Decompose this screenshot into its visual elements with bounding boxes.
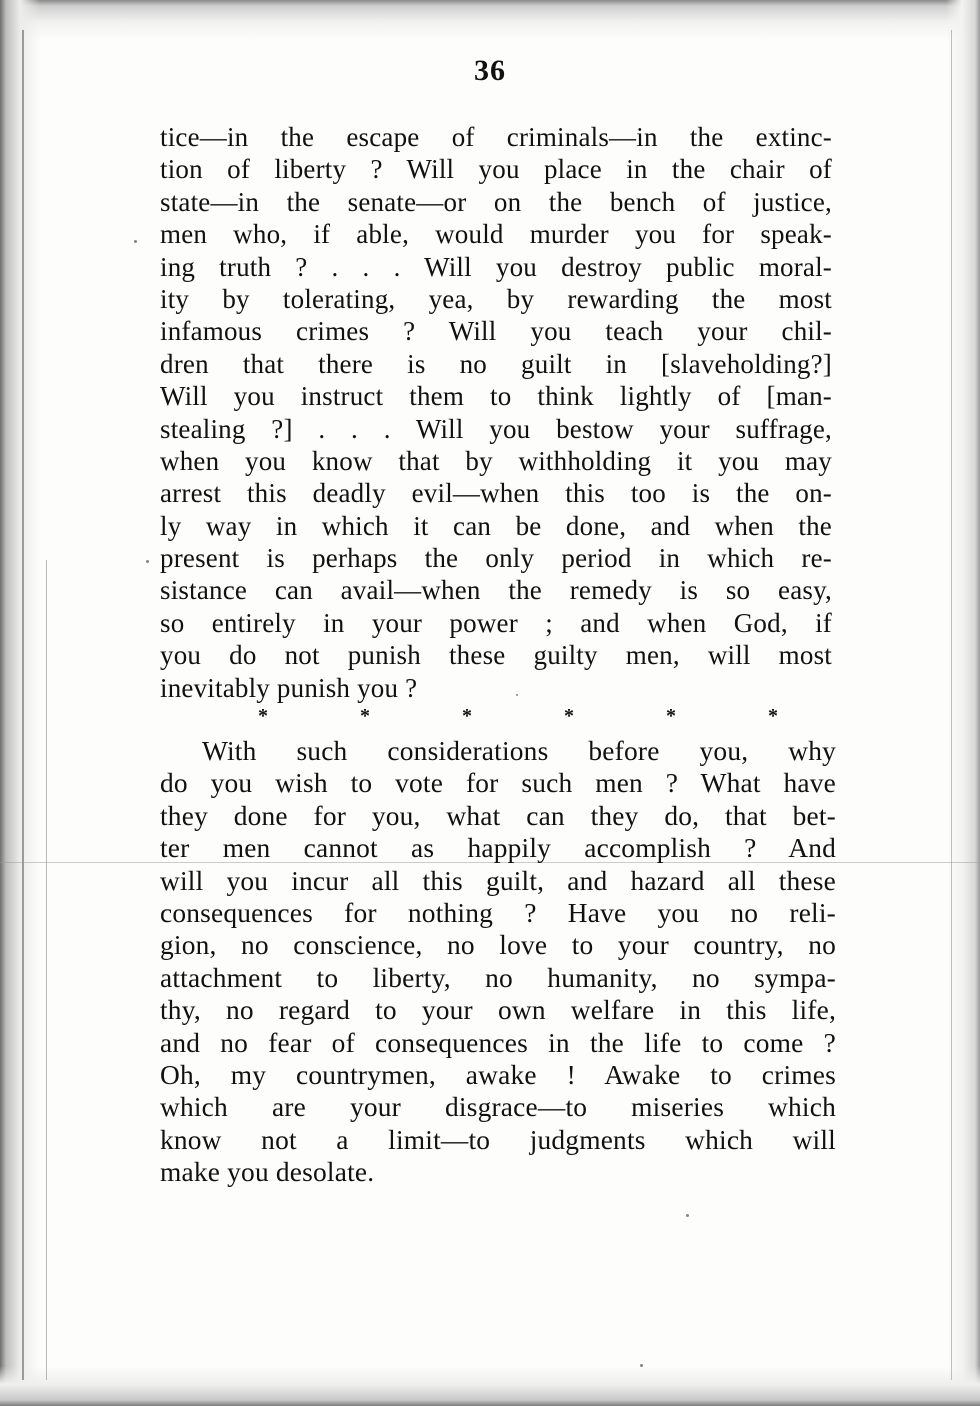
separator-star: * bbox=[666, 705, 676, 727]
text-line: when you know that by withholding it you may bbox=[160, 445, 832, 476]
text-line: they done for you, what can they do, that bet- bbox=[160, 800, 836, 831]
text-line: state—in the senate—or on the bench of justice, bbox=[160, 186, 832, 217]
separator-star: * bbox=[462, 705, 472, 727]
paragraph-continuation bbox=[160, 121, 832, 704]
text-line: gion, no conscience, no love to your country, no bbox=[160, 930, 836, 961]
text-line: know not a limit—to judgments which will bbox=[160, 1124, 836, 1155]
page-edge-top bbox=[0, 0, 980, 40]
page-edge-left bbox=[0, 0, 40, 1406]
text-line: men who, if able, would murder you for speak- bbox=[160, 219, 832, 250]
text-line: sistance can avail—when the remedy is so easy, bbox=[160, 575, 832, 606]
text-line: ity by tolerating, yea, by rewarding the most bbox=[160, 283, 832, 314]
ink-speck bbox=[134, 240, 137, 243]
text-line: infamous crimes ? Will you teach your chil- bbox=[160, 316, 832, 347]
text-line: tion of liberty ? Will you place in the chair of bbox=[160, 154, 832, 185]
text-line: present is perhaps the only period in which re- bbox=[160, 543, 832, 574]
text-line-content: With such considerations before you, why bbox=[202, 736, 836, 766]
text-line: tice—in the escape of criminals—in the extinc- bbox=[160, 122, 832, 152]
text-line: thy, no regard to your own welfare in this life, bbox=[160, 995, 836, 1026]
binding-shadow-left bbox=[22, 30, 24, 1380]
paragraph-exhortation bbox=[160, 735, 836, 1188]
text-line: consequences for nothing ? Have you no reli- bbox=[160, 897, 836, 928]
page-crease-right bbox=[951, 30, 952, 1380]
text-line: you do not punish these guilty men, will most bbox=[160, 640, 832, 671]
text-line: Will you instruct them to think lightly of [man- bbox=[160, 381, 832, 412]
text-line: will you incur all this guilt, and hazard all these bbox=[160, 865, 836, 896]
separator-star: * bbox=[258, 705, 268, 727]
ink-speck bbox=[686, 1214, 689, 1217]
text-line: attachment to liberty, no humanity, no sympa- bbox=[160, 962, 836, 993]
text-line: dren that there is no guilt in [slaveholding?] bbox=[160, 348, 832, 379]
text-line bbox=[160, 735, 836, 767]
section-separator-stars bbox=[258, 705, 778, 728]
text-line: and no fear of consequences in the life to come ? bbox=[160, 1027, 836, 1058]
binding-crease-left bbox=[46, 560, 47, 1380]
text-line: ing truth ? . . . Will you destroy public moral- bbox=[160, 251, 832, 282]
ink-speck bbox=[146, 560, 149, 563]
text-line: which are your disgrace—to miseries which bbox=[160, 1092, 836, 1123]
text-line: arrest this deadly evil—when this too is the on- bbox=[160, 478, 832, 509]
page-edge-bottom bbox=[0, 1366, 980, 1406]
page-number: 36 bbox=[474, 54, 506, 87]
text-line: Oh, my countrymen, awake ! Awake to crimes bbox=[160, 1059, 836, 1090]
text-line: ly way in which it can be done, and when the bbox=[160, 510, 832, 541]
text-line: stealing ?] . . . Will you bestow your suffrage, bbox=[160, 413, 832, 444]
separator-star: * bbox=[768, 705, 778, 727]
ink-speck bbox=[640, 1364, 643, 1367]
separator-star: * bbox=[360, 705, 370, 727]
text-line: make you desolate. bbox=[160, 1157, 375, 1188]
text-line: so entirely in your power ; and when God, if bbox=[160, 607, 832, 638]
separator-star: * bbox=[564, 705, 574, 727]
text-line: do you wish to vote for such men ? What have bbox=[160, 768, 836, 799]
text-line: ter men cannot as happily accomplish ? And bbox=[160, 833, 836, 864]
text-line: inevitably punish you ? bbox=[160, 672, 418, 703]
